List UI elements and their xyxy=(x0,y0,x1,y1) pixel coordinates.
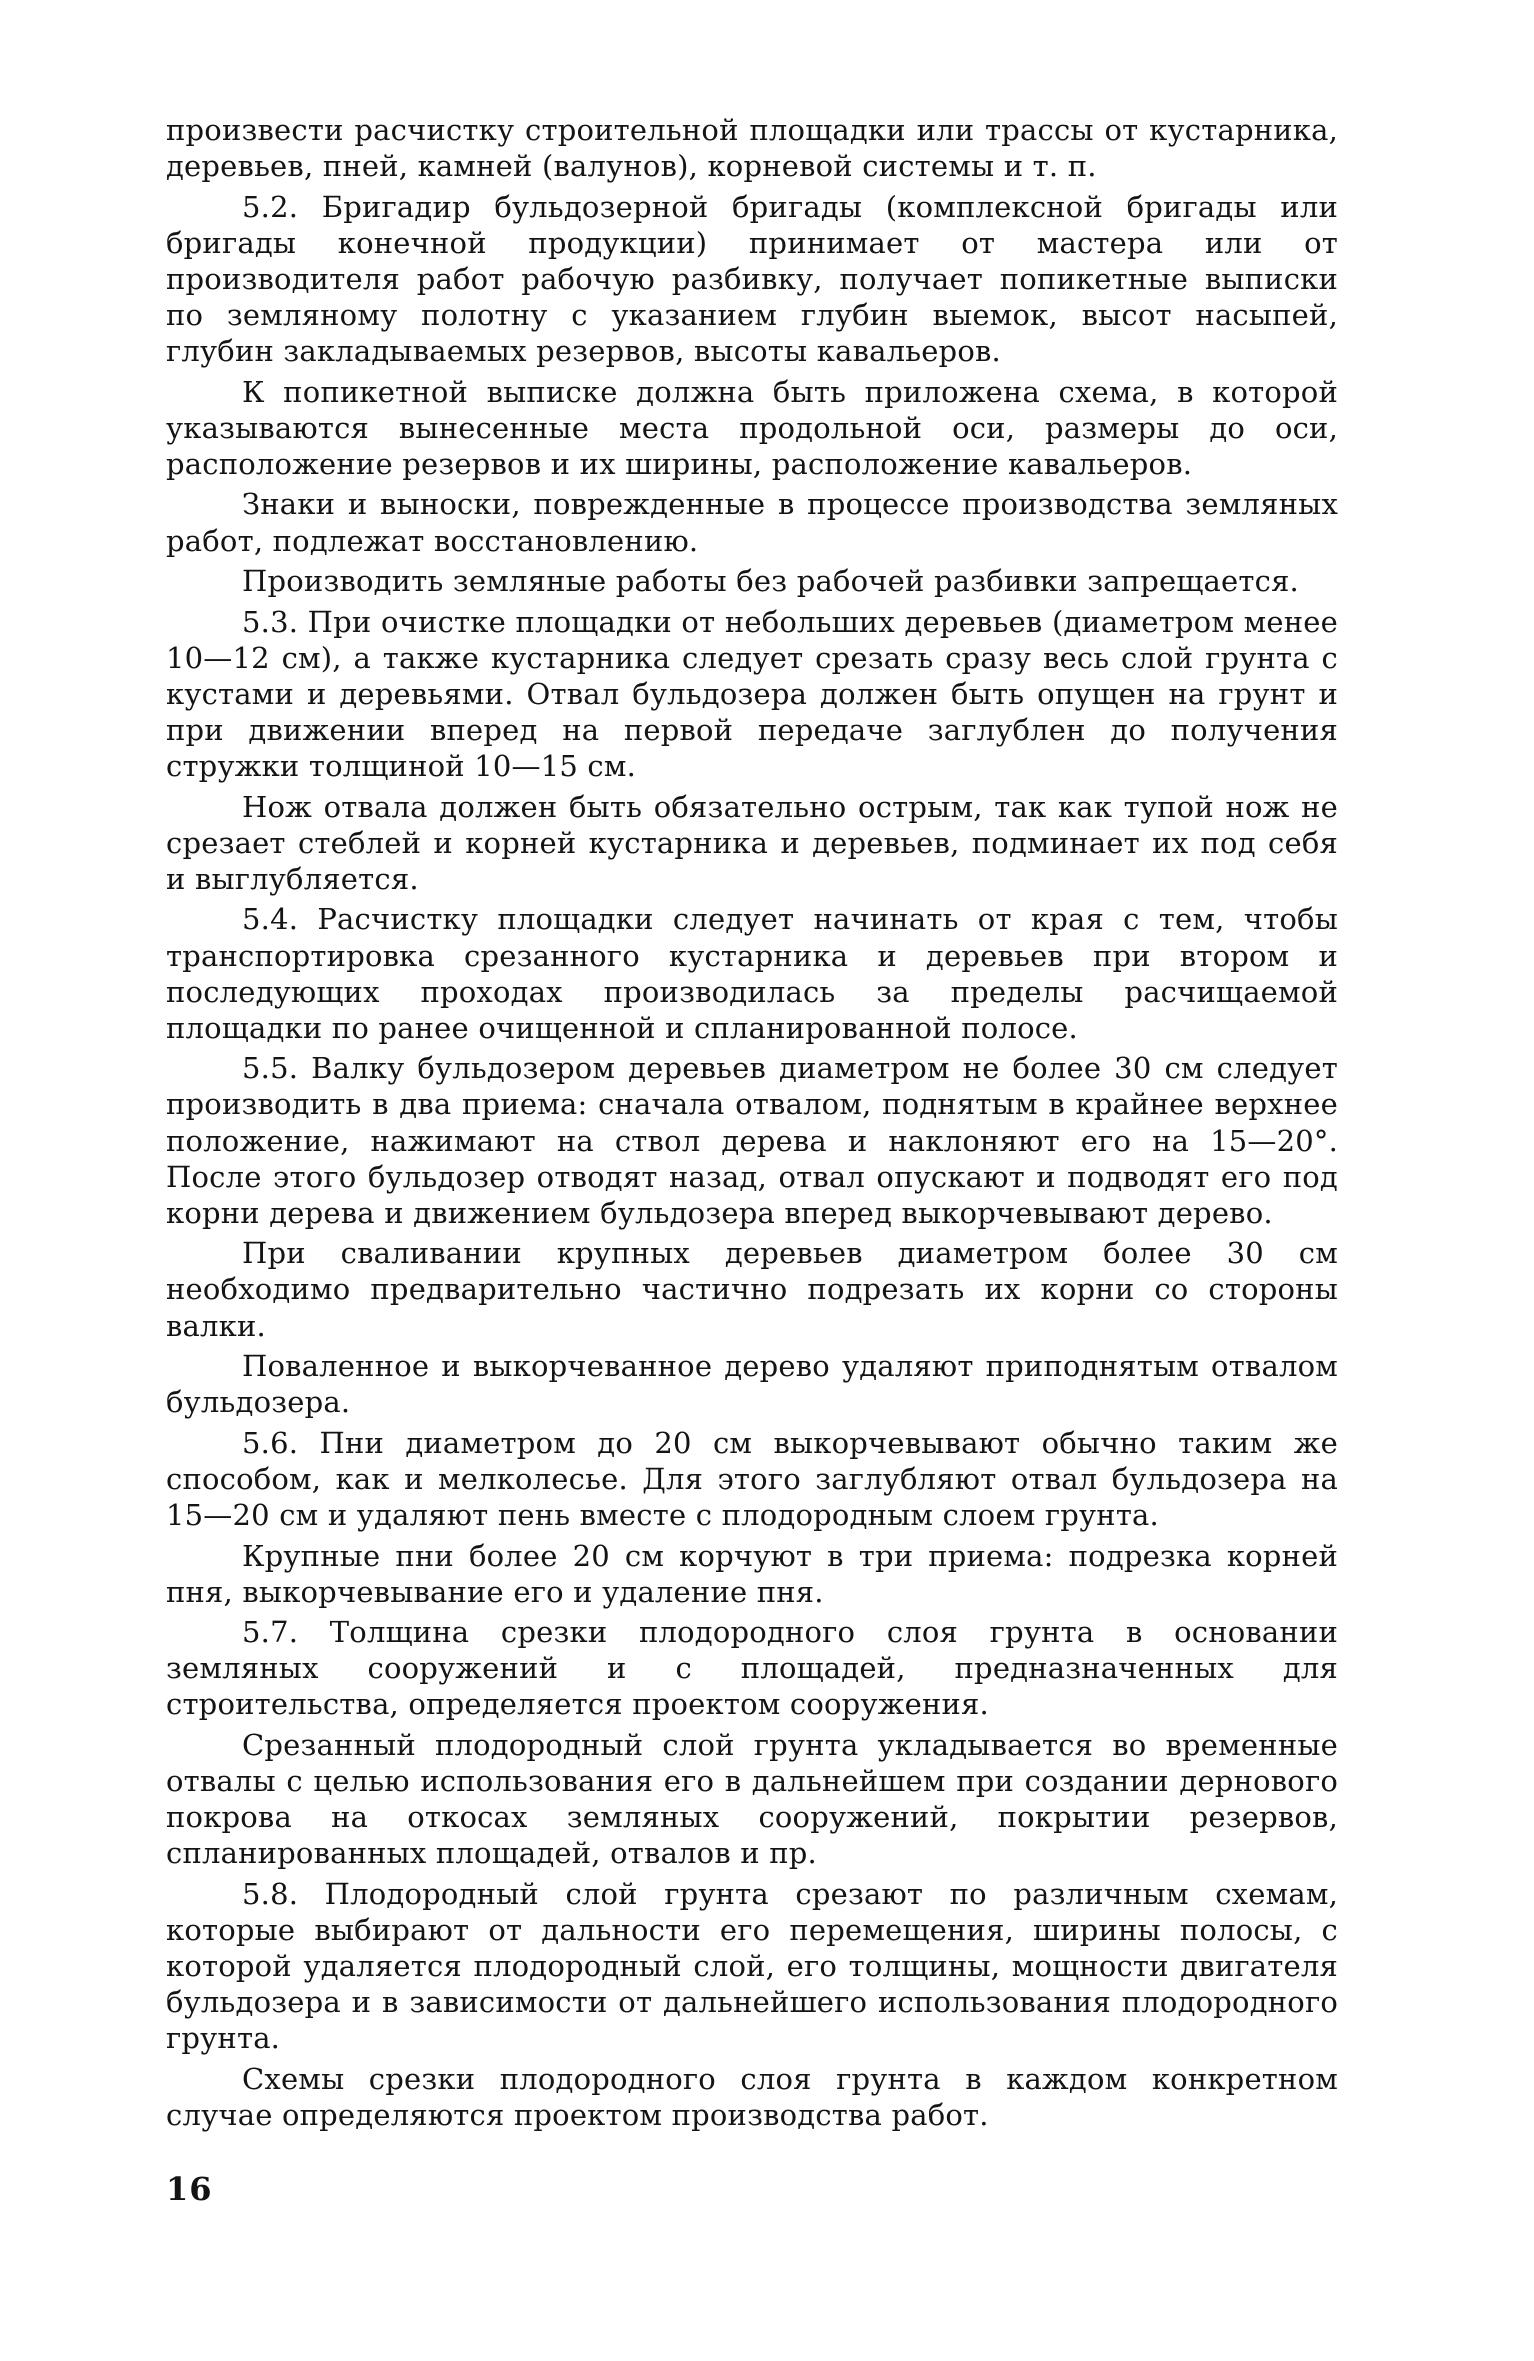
paragraph-5-3: 5.3. При очистке площадки от небольших деревьев (диаметром менее 10—12 см), а также кустарника следует срезать сразу весь слой грунта с кустами и деревьями. Отвал бульдозера должен быть опущен на грунт и при движении вперед на первой передаче заглублен до получения стружки толщиной 10—15 см. xyxy=(166,604,1338,784)
paragraph-picket-extract: К попикетной выписке должна быть приложена схема, в которой указываются вынесенные места продольной оси, размеры до оси, расположение резервов и их ширины, расположение кавальеров. xyxy=(166,374,1338,481)
paragraph-signs-restoration: Знаки и выноски, поврежденные в процессе производства земляных работ, подлежат восстановлению. xyxy=(166,487,1338,558)
paragraph-5-2: 5.2. Бригадир бульдозерной бригады (комплексной бригады или бригады конечной продукции) принимает от мастера или от производителя работ рабочую разбивку, получает попикетные выписки по земляному полотну с указанием глубин выемок, высот насыпей, глубин закладываемых резервов, высоты кавальеров. xyxy=(166,189,1338,369)
paragraph-felled-tree-removal: Поваленное и выкорчеванное дерево удаляют приподнятым отвалом бульдозера. xyxy=(166,1349,1338,1420)
paragraph-cutting-schemes: Схемы срезки плодородного слоя грунта в каждом конкретном случае определяются проектом производства работ. xyxy=(166,2061,1338,2132)
paragraph-5-7: 5.7. Толщина срезки плодородного слоя грунта в основании земляных сооружений и с площадей, предназначенных для строительства, определяется проектом сооружения. xyxy=(166,1615,1338,1722)
paragraph-5-4: 5.4. Расчистку площадки следует начинать от края с тем, чтобы транспортировка срезанного кустарника и деревьев при втором и последующих проходах производилась за пределы расчищаемой площадки по ранее очищенной и спланированной полосе. xyxy=(166,902,1338,1045)
paragraph-large-trees: При сваливании крупных деревьев диаметром более 30 см необходимо предварительно частично подрезать их корни со стороны валки. xyxy=(166,1236,1338,1343)
paragraph-5-5: 5.5. Валку бульдозером деревьев диаметром не более 30 см следует производить в два приема: сначала отвалом, поднятым в крайнее верхнее положение, нажимают на ствол дерева и наклоняют его на 15—20°. После этого бульдозер отводят назад, отвал опускают и подводят его под корни дерева и движением бульдозера вперед выкорчевывают дерево. xyxy=(166,1051,1338,1230)
paragraph-large-stumps: Крупные пни более 20 см корчуют в три приема: подрезка корней пня, выкорчевывание его и удаление пня. xyxy=(166,1538,1338,1609)
paragraph-continuation: произвести расчистку строительной площадки или трассы от кустарника, деревьев, пней, камней (валунов), корневой системы и т. п. xyxy=(166,113,1338,184)
page-number: 16 xyxy=(166,2170,213,2208)
paragraph-blade-sharpness: Нож отвала должен быть обязательно острым, так как тупой нож не срезает стеблей и корней кустарника и деревьев, подминает их под себя и выглубляется. xyxy=(166,789,1338,896)
paragraph-5-6: 5.6. Пни диаметром до 20 см выкорчевывают обычно таким же способом, как и мелколесье. Для этого заглубляют отвал бульдозера на 15—20 см и удаляют пень вместе с плодородным слоем грунта. xyxy=(166,1425,1338,1532)
paragraph-prohibition: Производить земляные работы без рабочей разбивки запрещается. xyxy=(242,564,1299,599)
paragraph-topsoil-storage: Срезанный плодородный слой грунта укладывается во временные отвалы с целью использования его в дальнейшем при создании дернового покрова на откосах земляных сооружений, покрытии резервов, спланированных площадей, отвалов и пр. xyxy=(166,1728,1338,1871)
paragraph-5-8: 5.8. Плодородный слой грунта срезают по различным схемам, которые выбирают от дальности его перемещения, ширины полосы, с которой удаляется плодородный слой, его толщины, мощности двигателя бульдозера и в зависимости от дальнейшего использования плодородного грунта. xyxy=(166,1876,1338,2056)
body-text xyxy=(166,112,1338,2138)
